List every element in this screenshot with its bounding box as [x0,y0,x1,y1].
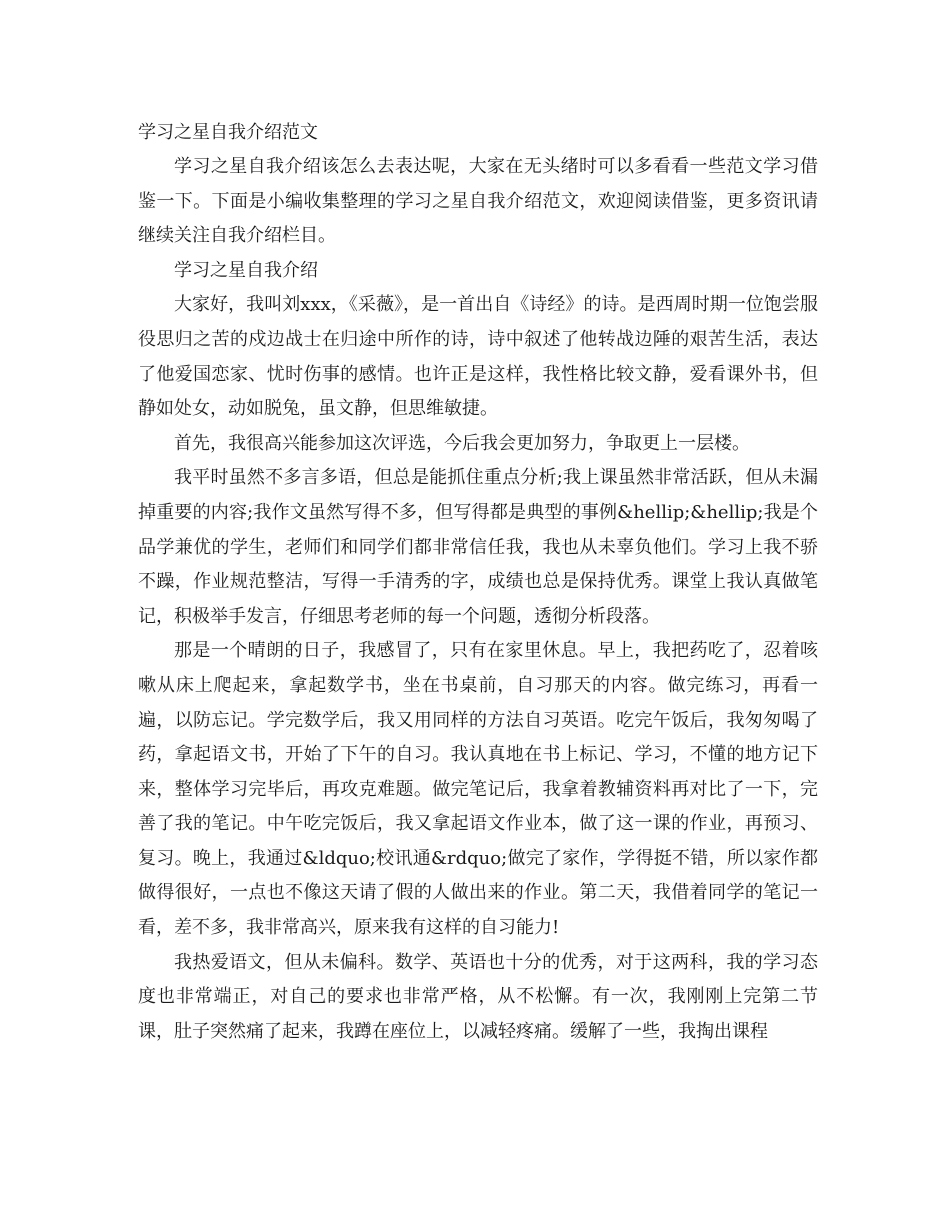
intro-paragraph: 学习之星自我介绍该怎么去表达呢，大家在无头绪时可以多看看一些范文学习借鉴一下。下面是小编收集整理的学习之星自我介绍范文，欢迎阅读借鉴，更多资讯请继续关注自我介绍栏目。 [138,156,818,247]
body-paragraph: 我平时虽然不多言多语，但总是能抓住重点分析;我上课虽然非常活跃，但从未漏掉重要的内容;我作文虽然写得不多，但写得都是典型的事例&hellip;&hellip;我是个品学兼优的学生，老师们和同学们都非常信任我，我也从未辜负他们。学习上我不骄不躁，作业规范整洁，写得一手清秀的字，成绩也总是保持优秀。课堂上我认真做笔记，积极举手发言，仔细思考老师的每一个问题，透彻分析段落。 [138,467,818,627]
document-title: 学习之星自我介绍范文 [138,122,318,143]
body-paragraph: 大家好，我叫刘xxx，《采薇》，是一首出自《诗经》的诗。是西周时期一位饱尝服役思归之苦的戍边战士在归途中所作的诗，诗中叙述了他转战边陲的艰苦生活，表达了他爱国恋家、忧时伤事的感情。也许正是这样，我性格比较文静，爱看课外书，但静如处女，动如脱兔，虽文静，但思维敏捷。 [138,294,818,420]
document-body [138,116,818,1049]
body-paragraph: 首先，我很高兴能参加这次评选，今后我会更加努力，争取更上一层楼。 [174,432,750,454]
section-heading: 学习之星自我介绍 [174,259,318,281]
body-paragraph: 那是一个晴朗的日子，我感冒了，只有在家里休息。早上，我把药吃了，忍着咳嗽从床上爬起来，拿起数学书，坐在书桌前，自习那天的内容。做完练习，再看一遍，以防忘记。学完数学后，我又用同样的方法自习英语。吃完午饭后，我匆匆喝了药，拿起语文书，开始了下午的自习。我认真地在书上标记、学习，不懂的地方记下来，整体学习完毕后，再攻克难题。做完笔记后，我拿着教辅资料再对比了一下，完善了我的笔记。中午吃完饭后，我又拿起语文作业本，做了这一课的作业，再预习、复习。晚上，我通过&ldquo;校讯通&rdquo;做完了家作，学得挺不错，所以家作都做得很好，一点也不像这天请了假的人做出来的作业。第二天，我借着同学的笔记一看，差不多，我非常高兴，原来我有这样的自习能力! [138,640,818,939]
body-paragraph: 我热爱语文，但从未偏科。数学、英语也十分的优秀，对于这两科，我的学习态度也非常端正，对自己的要求也非常严格，从不松懈。有一次，我刚刚上完第二节课，肚子突然痛了起来，我蹲在座位上，以减轻疼痛。缓解了一些，我掏出课程 [138,951,818,1042]
